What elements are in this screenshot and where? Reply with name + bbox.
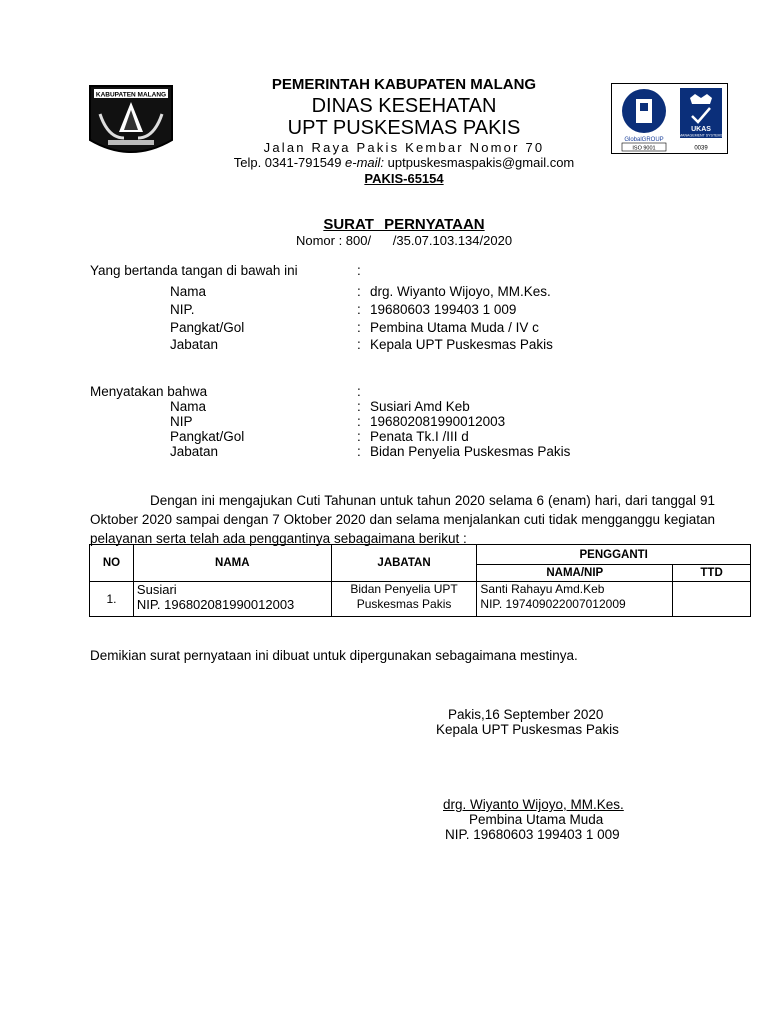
document-title: SURAT PERNYATAAN <box>323 216 485 233</box>
colon: : <box>357 263 361 278</box>
cell-jabatan-line1: Bidan Penyelia UPT <box>350 582 458 596</box>
cell-nama-name: Susiari <box>136 582 177 597</box>
colon: : <box>357 320 361 335</box>
document-number <box>0 233 768 248</box>
signature-name: drg. Wiyanto Wijoyo, MM.Kes. <box>443 797 624 812</box>
letterhead-office: UPT PUSKESMAS PAKIS <box>287 117 521 139</box>
colon: : <box>357 302 361 317</box>
subject-rank-value: Penata Tk.I /III d <box>370 429 469 444</box>
svg-text:KABUPATEN MALANG: KABUPATEN MALANG <box>95 91 167 99</box>
signature-nip: NIP. 19680603 199403 1 009 <box>445 827 620 842</box>
col-header-pengganti: PENGGANTI <box>477 545 751 565</box>
letterhead-government: PEMERINTAH KABUPATEN MALANG <box>271 76 537 93</box>
col-header-jabatan: JABATAN <box>331 545 477 582</box>
subject-intro: Menyatakan bahwa <box>90 384 208 399</box>
email-label: e-mail: <box>345 155 385 170</box>
colon: : <box>357 429 361 444</box>
svg-text:ISO 9001: ISO 9001 <box>632 145 656 152</box>
svg-text:MANAGEMENT SYSTEMS: MANAGEMENT SYSTEMS <box>679 133 723 138</box>
replacement-table <box>89 544 751 617</box>
signer-name-value: drg. Wiyanto Wijoyo, MM.Kes. <box>370 284 551 299</box>
col-header-nama: NAMA <box>133 545 331 582</box>
letterhead-contact <box>0 155 768 170</box>
cell-ttd <box>673 582 751 617</box>
subject-position-label: Jabatan <box>170 444 219 459</box>
signer-nip-value: 19680603 199403 1 009 <box>370 302 517 317</box>
subject-name-label: Nama <box>170 399 207 414</box>
signature-place-date: Pakis,16 September 2020 <box>448 707 604 722</box>
closing-statement: Demikian surat pernyataan ini dibuat untuk dipergunakan sebagaimana mestinya. <box>90 648 578 663</box>
cell-nama <box>133 582 331 617</box>
email-address: uptpuskesmaspakis@gmail.com <box>384 155 575 170</box>
cell-nama-nip: NIP. 196802081990012003 <box>136 597 295 612</box>
leave-request-paragraph: Dengan ini mengajukan Cuti Tahunan untuk tahun 2020 selama 6 (enam) hari, dari tanggal 91 Oktober 2020 sampai dengan 7 Oktober 2020 dan selama menjalankan cuti tidak mengganggu kegiatan pelayanan serta telah ada penggantinya sebagaimana berikut : <box>90 493 715 546</box>
signer-position-value: Kepala UPT Puskesmas Pakis <box>370 337 553 352</box>
col-header-ttd: TTD <box>673 565 751 582</box>
col-header-no: NO <box>90 545 134 582</box>
signature-rank: Pembina Utama Muda <box>469 812 604 827</box>
svg-text:GlobalGROUP: GlobalGROUP <box>624 137 664 143</box>
signature-position: Kepala UPT Puskesmas Pakis <box>436 722 619 737</box>
signer-nip-label: NIP. <box>170 302 195 317</box>
cell-jabatan-line2: Puskesmas Pakis <box>356 597 452 611</box>
col-header-nama-nip: NAMA/NIP <box>477 565 673 582</box>
cell-pengganti-name: Santi Rahayu Amd.Keb <box>480 582 605 596</box>
subject-nip-value: 196802081990012003 <box>370 414 506 429</box>
cell-jabatan <box>331 582 477 617</box>
colon: : <box>357 284 361 299</box>
subject-rank-label: Pangkat/Gol <box>170 429 245 444</box>
document-number-text: Nomor : 800/ /35.07.103.134/2020 <box>295 233 513 248</box>
signer-rank-label: Pangkat/Gol <box>170 320 245 335</box>
colon: : <box>357 414 361 429</box>
letterhead-postal: PAKIS-65154 <box>364 171 444 186</box>
signer-rank-value: Pembina Utama Muda / IV c <box>370 320 539 335</box>
letterhead-address: Jalan Raya Pakis Kembar Nomor 70 <box>263 140 545 155</box>
colon: : <box>357 384 361 399</box>
colon: : <box>357 444 361 459</box>
subject-name-value: Susiari Amd Keb <box>370 399 470 414</box>
cell-pengganti-nip: NIP. 197409022007012009 <box>480 597 626 611</box>
signer-intro: Yang bertanda tangan di bawah ini <box>90 263 298 278</box>
subject-nip-label: NIP <box>170 414 193 429</box>
svg-text:0039: 0039 <box>694 145 708 152</box>
colon: : <box>357 399 361 414</box>
svg-text:UKAS: UKAS <box>691 126 711 133</box>
letterhead-department: DINAS KESEHATAN <box>311 95 497 117</box>
cell-no: 1. <box>90 582 134 617</box>
cell-pengganti <box>477 582 673 617</box>
phone-text: Telp. 0341-791549 <box>233 155 346 170</box>
table-row <box>90 582 751 617</box>
signer-position-label: Jabatan <box>170 337 219 352</box>
signer-name-label: Nama <box>170 284 207 299</box>
subject-position-value: Bidan Penyelia Puskesmas Pakis <box>370 444 571 459</box>
colon: : <box>357 337 361 352</box>
